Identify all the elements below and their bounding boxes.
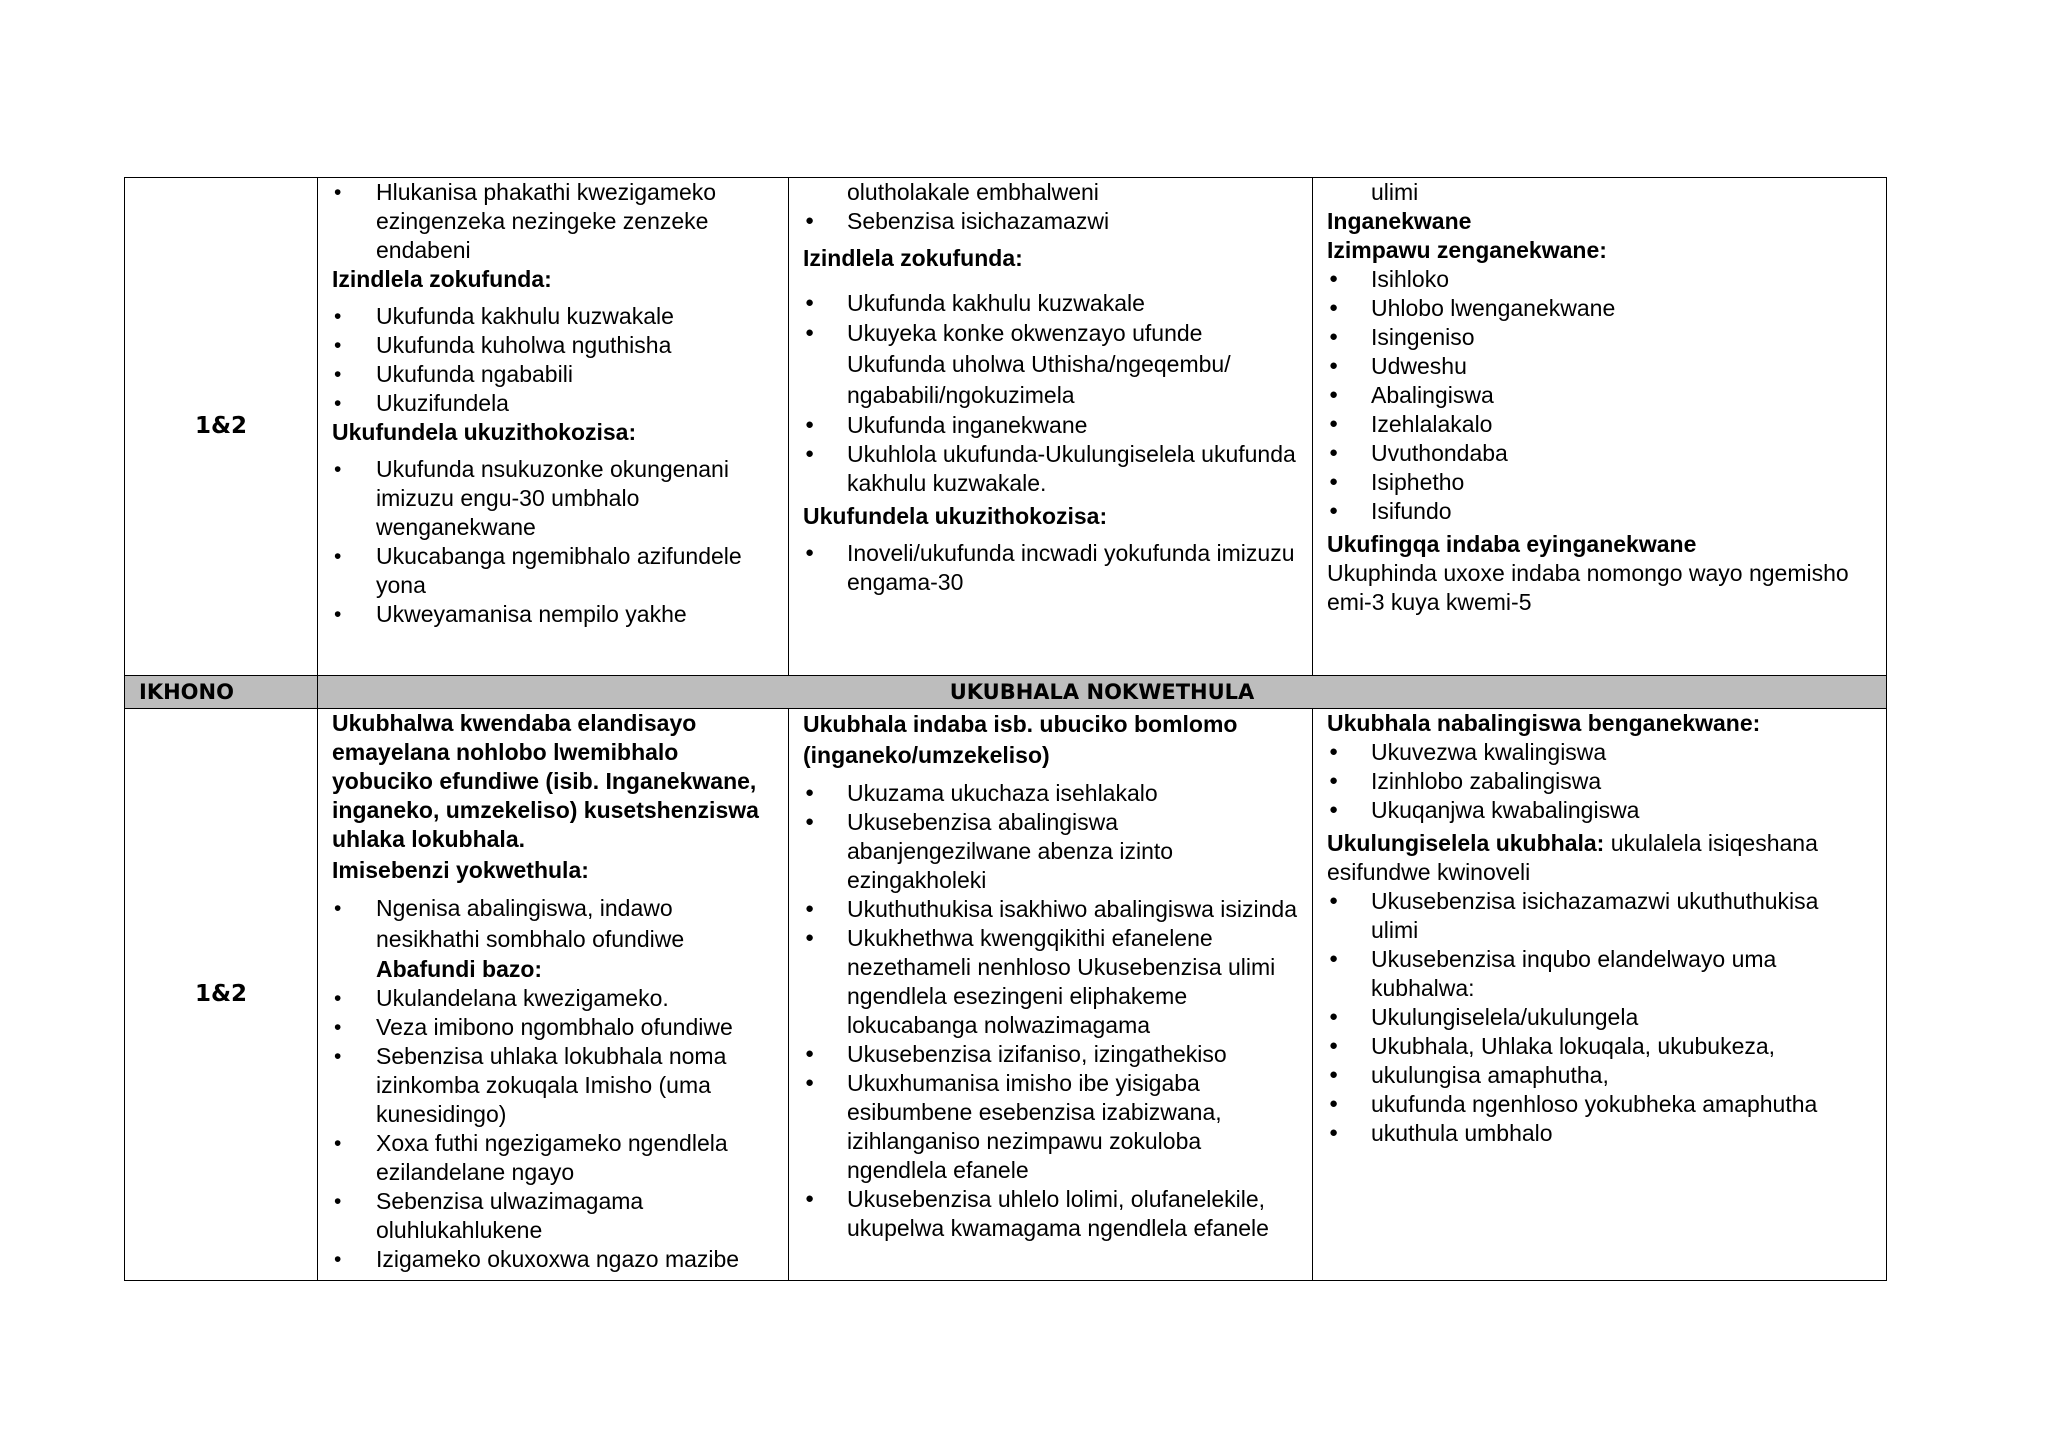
section-heading: Izindlela zokufunda:	[803, 245, 1023, 271]
list-item: ● Udweshu	[1327, 352, 1872, 381]
list-item: ● ukuthula umbhalo	[1327, 1119, 1872, 1148]
curriculum-table	[124, 177, 1887, 1281]
list-item: • Hlukanisa phakathi kwezigameko ezingenzeka nezingeke zenzeke endabeni	[332, 178, 774, 265]
writing-characters-cell	[1313, 709, 1886, 1280]
section-heading: Ukubhala nabalingiswa benganekwane:	[1327, 710, 1761, 736]
bullet-list	[332, 178, 774, 265]
section-heading: Ukufingqa indaba eyinganekwane	[1327, 531, 1697, 557]
bullet-list	[803, 289, 1298, 498]
list-item: • Veza imibono ngombhalo ofundiwe	[332, 1013, 774, 1042]
continued-text: ulimi	[1371, 179, 1419, 205]
list-item: ● Ukulungiselela/ukulungela	[1327, 1003, 1872, 1032]
list-item: ● Isingeniso	[1327, 323, 1872, 352]
list-item: • Ngenisa abalingiswa, indawo nesikhathi sombhalo ofundiwe	[332, 893, 774, 955]
list-item: ● Ukuqanjwa kwabalingiswa	[1327, 796, 1872, 825]
list-item: ● Ukusebenzisa isichazamazwi ukuthuthukisa ulimi	[1327, 887, 1872, 945]
list-item: • Ukufunda kuholwa nguthisha	[332, 331, 774, 360]
folktale-cell	[1313, 178, 1886, 675]
list-item: ● Ukuthuthukisa isakhiwo abalingiswa isizinda	[803, 895, 1298, 924]
list-item: ● Ukubhala, Uhlaka lokuqala, ukubukeza,	[1327, 1032, 1872, 1061]
list-item: ● Ukukhethwa kwengqikithi efanelene nezethameli nenhloso Ukusebenzisa ulimi ngendlela esezingeni eliphakeme lokucabanga nolwazimagama	[803, 924, 1298, 1040]
list-item: • Ukuzifundela	[332, 389, 774, 418]
section-heading: Imisebenzi yokwethula:	[332, 857, 589, 883]
list-item: ● Ukusebenzisa uhlelo lolimi, olufanelekile, ukupelwa kwamagama ngendlela efanele	[803, 1185, 1298, 1243]
section-heading: Izimpawu zenganekwane:	[1327, 237, 1607, 263]
bullet-list	[1327, 738, 1872, 825]
section-heading: Ukufundela ukuzithokozisa:	[803, 503, 1108, 529]
section-header-row	[125, 676, 1886, 709]
grade-cell: 1&2	[125, 178, 318, 675]
list-item: • Izigameko okuxoxwa ngazo mazibe	[332, 1245, 774, 1274]
list-item: ● Ukusebenzisa izifaniso, izingathekiso	[803, 1040, 1298, 1069]
list-item: • Ukucabanga ngemibhalo azifundele yona	[332, 542, 774, 600]
list-item: ● Isifundo	[1327, 497, 1872, 526]
table-row	[125, 709, 1886, 1280]
list-item: ● Izinhlobo zabalingiswa	[1327, 767, 1872, 796]
section-heading: Ukufundela ukuzithokozisa:	[332, 419, 637, 445]
section-title: UKUBHALA NOKWETHULA	[949, 680, 1255, 704]
list-item: ● Ukusebenzisa inqubo elandelwayo uma kubhalwa:	[1327, 945, 1872, 1003]
bullet-list	[332, 455, 774, 629]
list-item: ● Izehlalakalo	[1327, 410, 1872, 439]
bullet-list	[803, 779, 1298, 1243]
body-text: Ukuphinda uxoxe indaba nomongo wayo ngemisho emi-3 kuya kwemi-5	[1327, 560, 1849, 615]
bullet-list	[332, 302, 774, 418]
writing-narrative-cell	[318, 709, 789, 1280]
list-item: ● Isiphetho	[1327, 468, 1872, 497]
list-item: ● Abalingiswa	[1327, 381, 1872, 410]
list-item: ● Ukufunda kakhulu kuzwakale	[803, 289, 1298, 318]
list-item: ● Ukuxhumanisa imisho ibe yisigaba esibumbene esebenzisa izabizwana, izihlanganiso nezimpawu zokuloba ngendlela efanele	[803, 1069, 1298, 1185]
list-item: • Ukufunda kakhulu kuzwakale	[332, 302, 774, 331]
list-item: ● Ukufunda inganekwane	[803, 411, 1298, 440]
list-item: ● Uvuthondaba	[1327, 439, 1872, 468]
section-heading: Ukubhalwa kwendaba elandisayo emayelana nohlobo lwemibhalo yobuciko efundiwe (isib. Inganekwane, inganeko, umzekeliso) kusetshenziswa uhlaka lokubhala.	[332, 710, 759, 852]
list-item: ● Inoveli/ukufunda incwadi yokufunda imizuzu engama-30	[803, 539, 1298, 597]
bullet-list	[803, 539, 1298, 597]
inline-text: ukulalela isiqeshana esifundwe kwinoveli	[1327, 830, 1818, 885]
list-item: ● Uhlobo lwenganekwane	[1327, 294, 1872, 323]
bullet-list	[332, 984, 774, 1274]
continued-text: olutholakale embhalweni	[847, 179, 1099, 205]
list-item: • Xoxa futhi ngezigameko ngendlela ezilandelane ngayo	[332, 1129, 774, 1187]
list-item: ● Ukuhlola ukufunda-Ukulungiselela ukufunda kakhulu kuzwakale.	[803, 440, 1298, 498]
list-item: • Ukweyamanisa nempilo yakhe	[332, 600, 774, 629]
grade-cell: 1&2	[125, 709, 318, 1280]
body-text	[1327, 829, 1872, 887]
bullet-list	[803, 207, 1298, 236]
list-item: • Ukufunda ngababili	[332, 360, 774, 389]
list-item: ● Ukuzama ukuchaza isehlakalo	[803, 779, 1298, 808]
list-item: • Ukufunda nsukuzonke okungenani imizuzu engu-30 umbhalo wenganekwane	[332, 455, 774, 542]
section-heading: Ukubhala indaba isb. ubuciko bomlomo (inganeko/umzekeliso)	[803, 711, 1238, 768]
sub-heading: Abafundi bazo:	[376, 956, 543, 982]
list-item: ● Ukusebenzisa abalingiswa abanjengezilwane abenza izinto ezingakholeki	[803, 808, 1298, 895]
list-item: • Ukulandelana kwezigameko.	[332, 984, 774, 1013]
section-heading: Inganekwane	[1327, 208, 1472, 234]
list-item: ● Isihloko	[1327, 265, 1872, 294]
table-row	[125, 178, 1886, 676]
list-item: • Sebenzisa uhlaka lokubhala noma izinkomba zokuqala Imisho (uma kunesidingo)	[332, 1042, 774, 1129]
inline-heading: Ukulungiselela ukubhala:	[1327, 830, 1605, 856]
bullet-list	[1327, 887, 1872, 1148]
list-item: ● Sebenzisa isichazamazwi	[803, 207, 1298, 236]
skill-label: IKHONO	[125, 676, 318, 708]
list-item: ● Ukuvezwa kwalingiswa	[1327, 738, 1872, 767]
bullet-list	[332, 893, 774, 955]
list-item: • Sebenzisa ulwazimagama oluhlukahlukene	[332, 1187, 774, 1245]
reading-methods-cell	[789, 178, 1313, 675]
list-item: ● Ukuyeka konke okwenzayo ufunde Ukufunda uholwa Uthisha/ngeqembu/ ngababili/ngokuzimela	[803, 318, 1298, 411]
section-heading: Izindlela zokufunda:	[332, 266, 552, 292]
reading-skills-cell	[318, 178, 789, 675]
list-item: ● ukulungisa amaphutha,	[1327, 1061, 1872, 1090]
list-item: ● ukufunda ngenhloso yokubheka amaphutha	[1327, 1090, 1872, 1119]
bullet-list	[1327, 265, 1872, 526]
writing-story-cell	[789, 709, 1313, 1280]
